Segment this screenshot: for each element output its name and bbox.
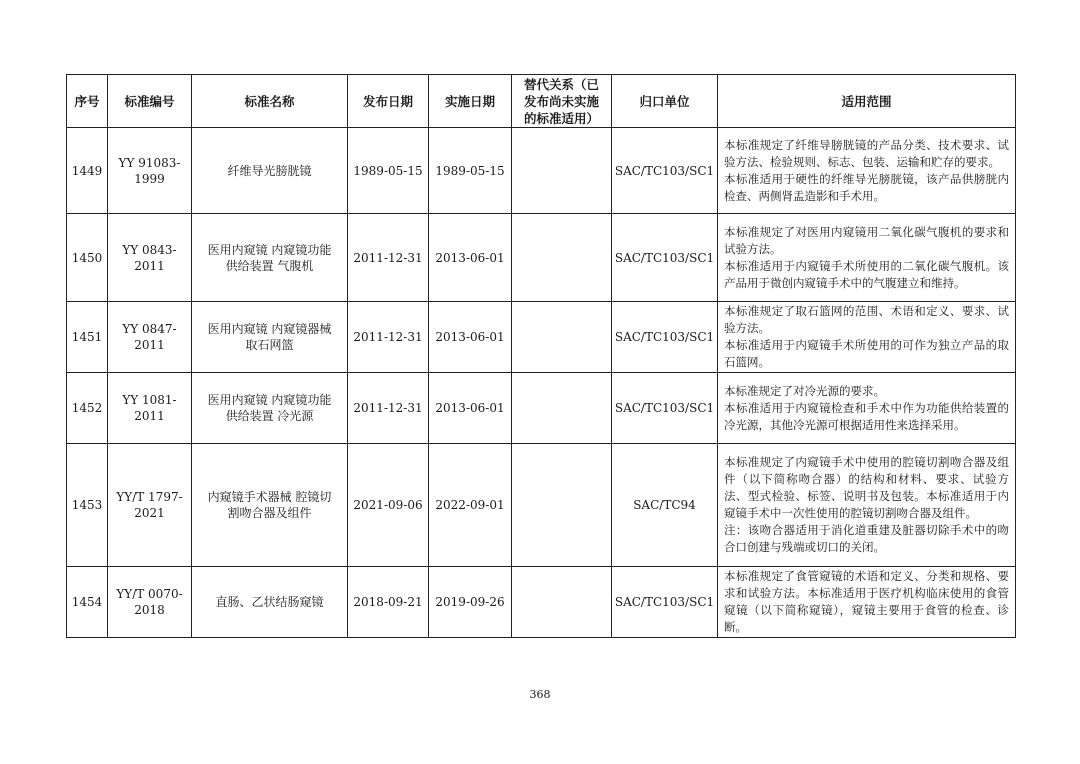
header-no: 序号 bbox=[67, 75, 108, 128]
cell-unit: SAC/TC103/SC1 bbox=[612, 373, 718, 444]
cell-pub-date: 1989-05-15 bbox=[348, 128, 429, 214]
cell-scope bbox=[718, 444, 1016, 567]
cell-replace bbox=[512, 444, 612, 567]
cell-code: YY 0843-2011 bbox=[108, 214, 192, 302]
header-pub-date: 发布日期 bbox=[348, 75, 429, 128]
cell-pub-date: 2011-12-31 bbox=[348, 373, 429, 444]
cell-name: 医用内窥镜 内窥镜器械 取石网篮 bbox=[192, 302, 348, 373]
cell-impl-date: 2013-06-01 bbox=[429, 302, 512, 373]
cell-impl-date: 1989-05-15 bbox=[429, 128, 512, 214]
cell-scope bbox=[718, 373, 1016, 444]
cell-unit: SAC/TC103/SC1 bbox=[612, 567, 718, 638]
cell-replace bbox=[512, 567, 612, 638]
cell-no: 1454 bbox=[67, 567, 108, 638]
cell-scope bbox=[718, 128, 1016, 214]
scope-paragraph: 本标准规定了内窥镜手术中使用的腔镜切割吻合器及组件（以下简称吻合器）的结构和材料、要求、试验方法、型式检验、标签、说明书及包装。本标准适用于内窥镜手术中一次性使用的腔镜切割吻合器及组件。 bbox=[724, 455, 1009, 520]
scope-paragraph: 注：该吻合器适用于消化道重建及脏器切除手术中的吻合口创建与残端或切口的关闭。 bbox=[724, 523, 1009, 554]
cell-impl-date: 2013-06-01 bbox=[429, 373, 512, 444]
cell-name: 直肠、乙状结肠窥镜 bbox=[192, 567, 348, 638]
table-row bbox=[67, 128, 1016, 214]
scope-paragraph: 本标准适用于内窥镜手术所使用的可作为独立产品的取石篮网。 bbox=[724, 338, 1009, 369]
header-impl-date: 实施日期 bbox=[429, 75, 512, 128]
table-row bbox=[67, 567, 1016, 638]
table-row bbox=[67, 302, 1016, 373]
header-unit: 归口单位 bbox=[612, 75, 718, 128]
cell-no: 1452 bbox=[67, 373, 108, 444]
table-row bbox=[67, 444, 1016, 567]
cell-code: YY 0847-2011 bbox=[108, 302, 192, 373]
header-replace: 替代关系（已发布尚未实施的标准适用） bbox=[512, 75, 612, 128]
scope-paragraph: 本标准规定了纤维导膀胱镜的产品分类、技术要求、试验方法、检验规则、标志、包装、运输和贮存的要求。 bbox=[724, 137, 1009, 169]
cell-scope bbox=[718, 214, 1016, 302]
cell-no: 1453 bbox=[67, 444, 108, 567]
scope-paragraph: 本标准规定了食管窥镜的术语和定义、分类和规格、要求和试验方法。本标准适用于医疗机构临床使用的食管窥镜（以下简称窥镜），窥镜主要用于食管的检查、诊断。 bbox=[724, 569, 1009, 634]
cell-replace bbox=[512, 128, 612, 214]
cell-pub-date: 2018-09-21 bbox=[348, 567, 429, 638]
cell-name: 医用内窥镜 内窥镜功能供给装置 冷光源 bbox=[192, 373, 348, 444]
cell-replace bbox=[512, 214, 612, 302]
header-row bbox=[67, 75, 1016, 128]
cell-replace bbox=[512, 302, 612, 373]
page-number: 368 bbox=[529, 688, 551, 701]
scope-paragraph: 本标准规定了对冷光源的要求。 bbox=[724, 383, 885, 398]
cell-code: YY/T 1797-2021 bbox=[108, 444, 192, 567]
header-scope: 适用范围 bbox=[718, 75, 1016, 128]
scope-paragraph: 本标准适用于硬性的纤维导光膀胱镜，该产品供膀胱内检查、两侧肾盂造影和手术用。 bbox=[724, 171, 1009, 203]
table-row bbox=[67, 214, 1016, 302]
cell-impl-date: 2022-09-01 bbox=[429, 444, 512, 567]
cell-name: 医用内窥镜 内窥镜功能供给装置 气腹机 bbox=[192, 214, 348, 302]
cell-no: 1450 bbox=[67, 214, 108, 302]
cell-pub-date: 2011-12-31 bbox=[348, 302, 429, 373]
scope-paragraph: 本标准适用于内窥镜手术所使用的二氧化碳气腹机。该产品用于微创内窥镜手术中的气腹建立和维持。 bbox=[724, 258, 1009, 290]
cell-code: YY 1081-2011 bbox=[108, 373, 192, 444]
cell-name: 纤维导光膀胱镜 bbox=[192, 128, 348, 214]
scope-paragraph: 本标准适用于内窥镜检查和手术中作为功能供给装置的冷光源，其他冷光源可根据适用性来选择采用。 bbox=[724, 400, 1009, 432]
cell-no: 1451 bbox=[67, 302, 108, 373]
cell-unit: SAC/TC94 bbox=[612, 444, 718, 567]
cell-pub-date: 2011-12-31 bbox=[348, 214, 429, 302]
cell-pub-date: 2021-09-06 bbox=[348, 444, 429, 567]
header-name: 标准名称 bbox=[192, 75, 348, 128]
cell-name: 内窥镜手术器械 腔镜切割吻合器及组件 bbox=[192, 444, 348, 567]
cell-unit: SAC/TC103/SC1 bbox=[612, 214, 718, 302]
table-row bbox=[67, 373, 1016, 444]
cell-unit: SAC/TC103/SC1 bbox=[612, 128, 718, 214]
cell-impl-date: 2019-09-26 bbox=[429, 567, 512, 638]
cell-impl-date: 2013-06-01 bbox=[429, 214, 512, 302]
standards-table bbox=[66, 74, 1016, 638]
cell-no: 1449 bbox=[67, 128, 108, 214]
cell-code: YY 91083-1999 bbox=[108, 128, 192, 214]
cell-code: YY/T 0070-2018 bbox=[108, 567, 192, 638]
header-code: 标准编号 bbox=[108, 75, 192, 128]
scope-paragraph: 本标准规定了对医用内窥镜用二氧化碳气腹机的要求和试验方法。 bbox=[724, 224, 1009, 256]
cell-replace bbox=[512, 373, 612, 444]
cell-unit: SAC/TC103/SC1 bbox=[612, 302, 718, 373]
cell-scope bbox=[718, 302, 1016, 373]
cell-scope bbox=[718, 567, 1016, 638]
scope-paragraph: 本标准规定了取石篮网的范围、术语和定义、要求、试验方法。 bbox=[724, 304, 1009, 335]
